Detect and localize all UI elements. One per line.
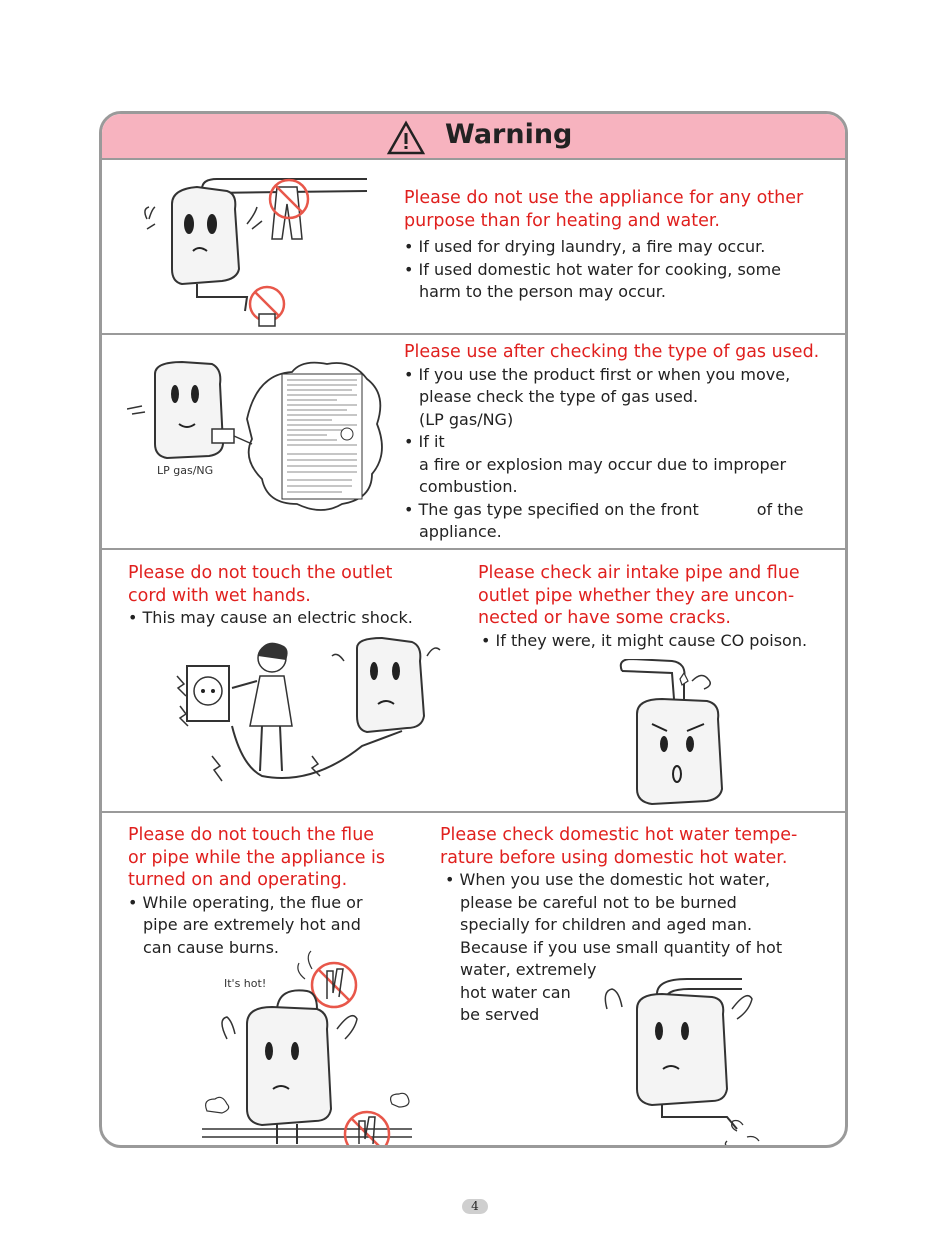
section2-line: • If it [404, 432, 445, 451]
section4-right-bullet-line: please be careful not to be burned [460, 892, 737, 912]
section-divider [102, 548, 845, 550]
gas-type-label: LP gas/NG [157, 464, 214, 477]
page-number: 4 [462, 1199, 488, 1214]
section1-bullet2-line2: harm to the person may occur. [419, 282, 666, 301]
section2-line: appliance. [419, 522, 502, 541]
section4-right-bullet-line: water, extremely [460, 960, 597, 979]
section4-right-bullet-line: • When you use the domestic hot water, [445, 870, 771, 889]
section4-right-bullet-line: hot water can [460, 982, 571, 1002]
section4-left-heading-line1: Please do not touch the flue [128, 825, 375, 845]
section3-right-bullet: • If they were, it might cause CO poison. [481, 630, 808, 650]
section4-left-heading-line3: turned on and operating. [128, 870, 348, 890]
section4-left-bullet-line2: pipe are extremely hot and [143, 915, 361, 934]
section1-bullet2-line1: • If used domestic hot water for cooking, some [404, 259, 781, 279]
section2-line-part: of the [756, 499, 804, 519]
section2-line: combustion. [419, 477, 518, 496]
section2-text [404, 341, 819, 544]
heater-laundry-illustration [127, 169, 377, 333]
section3-left-text [128, 562, 413, 630]
section3-left-heading-line1: Please do not touch the outlet [128, 563, 393, 583]
section1-text [404, 187, 803, 304]
flue-pipe-illustration [612, 659, 792, 813]
section3-right-text [478, 562, 807, 652]
section4-right-bullet-line: specially for children and aged man. [460, 915, 753, 934]
warning-triangle-icon [386, 120, 426, 156]
section2-line-part: • The gas type specified on the front [404, 499, 699, 519]
section2-heading: Please use after checking the type of gas used. [404, 342, 820, 362]
section-divider [102, 811, 845, 813]
section4-left-heading-line2: or pipe while the appliance is [128, 847, 386, 868]
page-title: Warning [445, 119, 573, 150]
section3-right-heading-line2: outlet pipe whether they are uncon- [478, 585, 795, 606]
section2-line: • If you use the product first or when you move, [404, 364, 791, 384]
section4-left-bullet-line1: • While operating, the flue or [128, 892, 363, 912]
section4-right-heading-line1: Please check domestic hot water tempe- [440, 825, 798, 845]
section2-line: (LP gas/NG) [419, 409, 514, 429]
section4-right-bullet-line: Because if you use small quantity of hot [460, 937, 783, 957]
section4-left-text [128, 824, 385, 959]
wet-hands-illustration [172, 636, 462, 810]
section2-line: a fire or explosion may occur due to improper [419, 454, 787, 474]
section3-right-heading-line3: nected or have some cracks. [478, 608, 731, 628]
hot-water-illustration [597, 969, 777, 1148]
warning-header [102, 114, 845, 160]
section4-right-heading-line2: rature before using domestic hot water. [440, 847, 788, 868]
section4-right-bullet-line: be served [460, 1005, 540, 1024]
its-hot-label: It's hot! [224, 977, 267, 990]
section4-left-bullet-line3: can cause burns. [143, 937, 279, 957]
section-divider [102, 333, 845, 335]
warning-frame [99, 111, 848, 1148]
section1-bullet1: • If used for drying laundry, a fire may occur. [404, 237, 766, 256]
section1-heading-line2: purpose than for heating and water. [404, 210, 720, 231]
gas-type-illustration [127, 354, 387, 528]
section3-left-heading-line2: cord with wet hands. [128, 585, 311, 606]
section1-heading-line1: Please do not use the appliance for any other [404, 188, 804, 208]
hot-flue-illustration [187, 949, 417, 1148]
section2-line: please check the type of gas used. [419, 387, 699, 406]
section3-right-heading-line1: Please check air intake pipe and flue [478, 563, 800, 583]
section2-line [404, 499, 819, 522]
section3-left-bullet: • This may cause an electric shock. [128, 608, 413, 627]
